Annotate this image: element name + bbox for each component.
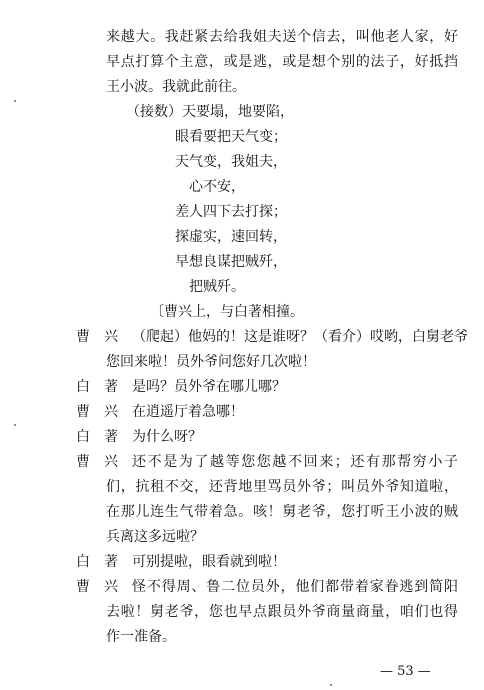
speaker-name: 白 著 xyxy=(76,379,118,395)
song-lead-marker: （接数） xyxy=(126,104,182,120)
dialogue-line: 在逍遥厅着急哪！ xyxy=(132,404,244,420)
prose-line: 早点打算个主意，或是逃，或是想个别的法子，好抵挡 xyxy=(106,54,458,70)
speaker-name: 白 著 xyxy=(76,429,118,445)
prose-line: 来越大。我赶紧去给我姐夫送个信去，叫他老人家，好 xyxy=(106,29,458,45)
song-line: 天气变，我姐夫， xyxy=(175,154,287,170)
song-line: 心不安， xyxy=(189,179,245,195)
scan-speck xyxy=(14,424,16,426)
dialogue-line: 为什么呀？ xyxy=(132,429,202,445)
dialogue-line: 作一准备。 xyxy=(106,629,176,645)
song-line: 眼看要把天气变； xyxy=(175,129,287,145)
dialogue-line: 怪不得周、鲁二位员外，他们都带着家眷逃到简阳 xyxy=(132,579,458,595)
dialogue-line: 您回来啦！员外爷问您好几次啦！ xyxy=(106,354,316,370)
song-line: 早想良谋把贼歼， xyxy=(175,254,287,270)
scan-speck xyxy=(330,684,332,686)
prose-line: 王小波。我就此前往。 xyxy=(106,79,246,95)
page-number: — 53 — xyxy=(380,664,431,679)
speaker-name: 曹 兴 xyxy=(76,579,118,595)
dialogue-line: 可别提啦，眼看就到啦！ xyxy=(132,554,286,570)
dialogue-line: 兵离这多远啦？ xyxy=(106,529,204,545)
dialogue-line: 还不是为了越等您您越不回来；还有那帮穷小子 xyxy=(132,454,458,470)
dialogue-line: （爬起）他妈的！这是谁呀？（看介）哎哟，白舅老爷 xyxy=(132,329,468,345)
speaker-name: 曹 兴 xyxy=(76,454,118,470)
song-line: 差人四下去打探； xyxy=(175,204,287,220)
scan-speck xyxy=(14,100,16,102)
speaker-name: 曹 兴 xyxy=(76,329,118,345)
dialogue-line: 在那儿连生气带着急。咳！舅老爷，您打听王小波的贼 xyxy=(106,504,458,520)
stage-direction: 〔曹兴上，与白著相撞。 xyxy=(150,304,304,320)
dialogue-line: 去啦！舅老爷，您也早点跟员外爷商量商量，咱们也得 xyxy=(106,604,458,620)
song-lead xyxy=(126,103,294,121)
speaker-name: 曹 兴 xyxy=(76,404,118,420)
song-line: 把贼歼。 xyxy=(189,279,245,295)
dialogue-line: 是吗？员外爷在哪儿哪？ xyxy=(132,379,286,395)
song-line: 天要塌，地要陷， xyxy=(182,104,294,120)
song-line: 探虚实，速回转， xyxy=(175,229,287,245)
dialogue-line: 们，抗租不交，还背地里骂员外爷；叫员外爷知道啦， xyxy=(106,479,458,495)
speaker-name: 白 著 xyxy=(76,554,118,570)
